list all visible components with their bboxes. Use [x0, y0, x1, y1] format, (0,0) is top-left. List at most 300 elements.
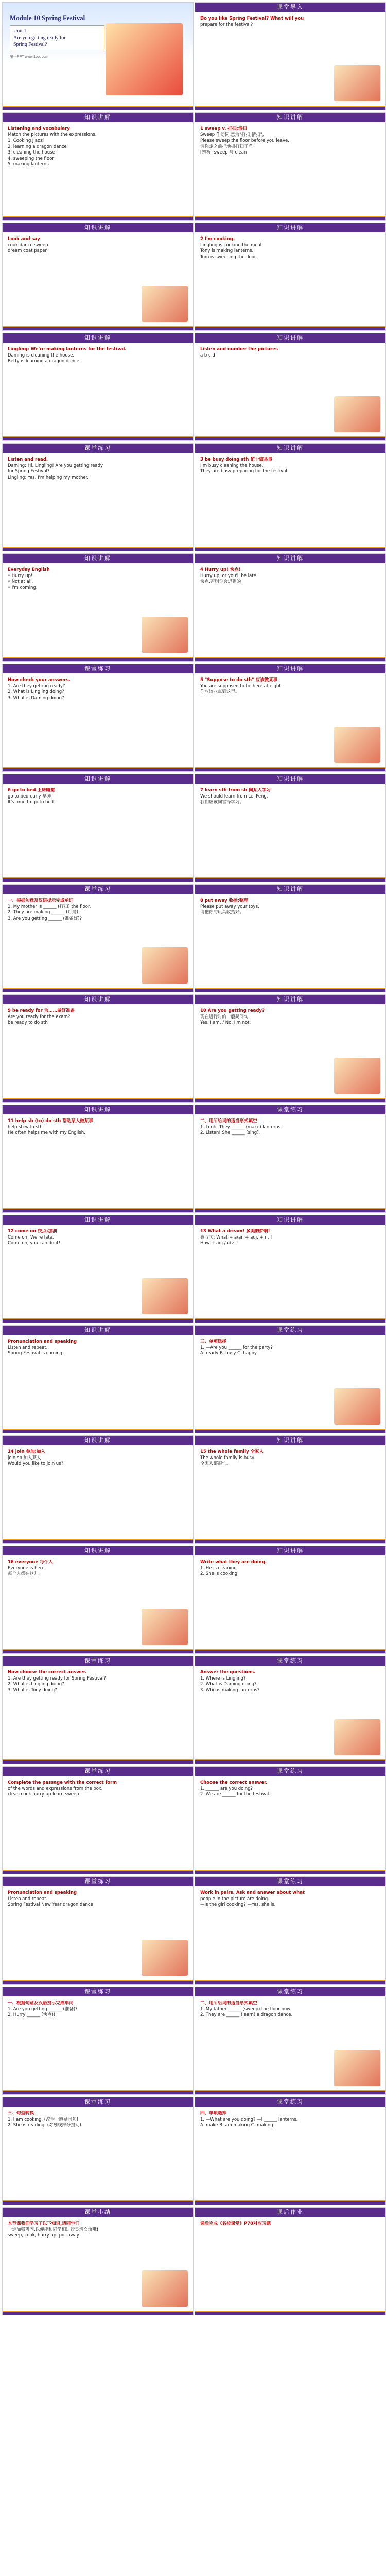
- slide-text-line: 快点,否则你会迟到的。: [200, 579, 245, 584]
- slide-text-line: be ready to do sth: [8, 1020, 48, 1025]
- slide-text-line: people in the picture are doing.: [200, 1896, 269, 1902]
- slide-text-line: 15 the whole family 全家人: [200, 1449, 264, 1454]
- slide-text-line: prepare for the festival?: [200, 22, 253, 27]
- slide-body: [8, 1008, 188, 1095]
- slide-body: [200, 788, 380, 874]
- slide-text-line: —Is the girl cooking? —Yes, she is.: [200, 1902, 276, 1907]
- slide-text-line: Sweep 作动词,意为"打扫;清扫",: [200, 132, 264, 138]
- footer-stripe: [195, 1429, 385, 1430]
- slide-text-line: It's time to go to bed.: [8, 800, 55, 805]
- slide: [2, 2207, 194, 2315]
- slide-footer: [3, 877, 193, 882]
- slide-header: 知识讲解: [195, 995, 385, 1004]
- slide: [2, 1105, 194, 1213]
- slide-text-line: 2. What is Daming doing?: [200, 1682, 257, 1687]
- slide-header: 课堂练习: [3, 444, 193, 453]
- footer-stripe: [195, 657, 385, 658]
- slide-header: 知识讲解: [195, 333, 385, 343]
- slide-text-line: 1. I am cooking. (改为一般疑问句): [8, 2116, 78, 2122]
- slide-body: [200, 1229, 380, 1315]
- slide-text-line: 1. Where is Lingling?: [200, 1675, 246, 1681]
- slide-illustration: [334, 727, 380, 763]
- slide: [2, 1215, 194, 1323]
- slide: [195, 774, 386, 882]
- slide: [2, 774, 194, 882]
- slide-header: 知识讲解: [195, 1546, 385, 1555]
- slide-footer: [195, 1539, 385, 1543]
- slide-footer: [195, 1429, 385, 1433]
- slide-text-line: 2. Hurry ______ (快点)!: [8, 2012, 56, 2018]
- slide-text-line: 2. Listen! She ______ (sing).: [200, 1130, 260, 1136]
- slide-text-line: 感叹句: What + a/an + adj. + n. !: [200, 1234, 272, 1240]
- slide: [2, 1766, 194, 1874]
- slide-header: 知识讲解: [195, 223, 385, 232]
- slide-illustration: [334, 396, 380, 432]
- unit-line: Are you getting ready for: [13, 35, 66, 41]
- slide-text-line: 9 be ready for 为……做好准备: [8, 1008, 75, 1013]
- slide-body: [8, 2111, 188, 2197]
- footer-stripe: [3, 1098, 193, 1099]
- slide-text-line: clean cook hurry up learn sweep: [8, 1792, 79, 1797]
- slide-header: 课堂练习: [3, 1767, 193, 1776]
- festival-image: [106, 23, 183, 95]
- slide-text-line: cook dance sweep: [8, 242, 48, 248]
- slide: [195, 1766, 386, 1874]
- slide: [195, 1546, 386, 1654]
- slide-text-line: 2. What is Lingling doing?: [8, 1682, 64, 1687]
- slide-header: 知识讲解: [3, 1105, 193, 1114]
- slide-illustration: [142, 286, 188, 322]
- slide-text-line: 我们应该向雷锋学习。: [200, 800, 244, 805]
- slide-text-line: I'm busy cleaning the house.: [200, 463, 264, 468]
- slide: [195, 2, 386, 110]
- slide-text-line: go to bed early 早睡: [8, 793, 51, 799]
- slide-footer: [3, 1318, 193, 1323]
- footer-stripe: [3, 1759, 193, 1760]
- slide-footer: [195, 1759, 385, 1764]
- footer-stripe: [195, 1649, 385, 1650]
- slide-illustration: [142, 617, 188, 653]
- slide-footer: [3, 988, 193, 992]
- slide-text-line: 三、单项选择: [200, 1339, 227, 1344]
- slide-footer: [3, 1759, 193, 1764]
- footer-stripe: [195, 1870, 385, 1871]
- footer-stripe: [3, 1318, 193, 1319]
- footer-stripe: [195, 1759, 385, 1760]
- slide-text-line: Spring Festival New Year dragon dance: [8, 1902, 93, 1907]
- slide-header: 知识讲解: [195, 664, 385, 673]
- slide-text-line: join sb 加入某人: [8, 1455, 41, 1461]
- slide: [195, 884, 386, 992]
- slide-header: 知识讲解: [3, 554, 193, 563]
- slide-header: 课堂练习: [195, 1767, 385, 1776]
- slide-text-line: 6 go to bed 上床睡觉: [8, 788, 55, 793]
- footer-stripe: [3, 1870, 193, 1871]
- slide-header: 课堂练习: [3, 2097, 193, 2107]
- slide-body: [200, 1560, 380, 1646]
- slide-body: [8, 457, 188, 544]
- slide-header: 知识讲解: [195, 554, 385, 563]
- slide-text-line: 课后完成《名校课堂》P70对应习题: [200, 2221, 271, 2226]
- slide-footer: [195, 436, 385, 440]
- slide-text-line: We should learn from Lei Feng.: [200, 793, 268, 799]
- slide-header: 知识讲解: [3, 995, 193, 1004]
- slide-header: 课堂导入: [195, 3, 385, 12]
- footer-stripe: [195, 767, 385, 768]
- slide-body: [200, 898, 380, 985]
- unit-title-box: [10, 25, 104, 50]
- slide-illustration: [142, 2270, 188, 2307]
- slide-footer: [195, 2200, 385, 2205]
- slide: [195, 443, 386, 551]
- slide-illustration: [334, 1719, 380, 1755]
- footer-stripe: [3, 1980, 193, 1981]
- slide-text-line: Now check your answers.: [8, 677, 71, 683]
- slide-text-line: 14 join 参加;加入: [8, 1449, 45, 1454]
- slide-header: 知识讲解: [195, 1215, 385, 1225]
- footer-stripe: [3, 547, 193, 548]
- slide-footer: [3, 1208, 193, 1212]
- slide: [195, 664, 386, 772]
- footer-stripe: [195, 877, 385, 878]
- slide-body: [8, 1780, 188, 1867]
- slide-text-line: 3. cleaning the house: [8, 150, 55, 155]
- slide-header: 知识讲解: [195, 113, 385, 122]
- slide-body: [8, 1670, 188, 1756]
- slide-text-line: 1. Are they getting ready?: [8, 683, 65, 689]
- slide-body: [8, 1118, 188, 1205]
- slide-text-line: Everyday English: [8, 567, 50, 572]
- slide-text-line: 13 What a dream! 多美的梦啊!: [200, 1229, 270, 1234]
- slide-text-line: Spring Festival is coming.: [8, 1351, 64, 1356]
- slide-body: [8, 788, 188, 874]
- slide: [2, 1546, 194, 1654]
- slide-text-line: of the words and expressions from the box.: [8, 1786, 103, 1791]
- slide-body: [200, 236, 380, 323]
- slide-text-line: 二、用所给词的适当形式填空: [200, 2001, 257, 2006]
- slide-text-line: 二、用所给词的适当形式填空: [200, 1118, 257, 1124]
- footer-stripe: [3, 1649, 193, 1650]
- slide-text-line: He often helps me with my English.: [8, 1130, 85, 1136]
- slide-text-line: 2. We are ______ for the festival.: [200, 1792, 270, 1797]
- slide-text-line: 1. —What are you doing? —I ______ lanterns.: [200, 2116, 298, 2122]
- slide-header: 课堂练习: [195, 1987, 385, 1996]
- source-text: 第一PPT www.1ppt.com: [10, 55, 48, 59]
- slide: [2, 2097, 194, 2205]
- slide-footer: [3, 1649, 193, 1653]
- slide-footer: [3, 547, 193, 551]
- slide-header: 知识讲解: [3, 223, 193, 232]
- slide-text-line: 10 Are you getting ready?: [200, 1008, 265, 1013]
- footer-stripe: [195, 1318, 385, 1319]
- slide: [195, 1105, 386, 1213]
- slide-text-line: Now choose the correct answer.: [8, 1670, 86, 1675]
- slide-body: [8, 677, 188, 764]
- slide-text-line: Lingling: We're making lanterns for the festival.: [8, 347, 127, 352]
- slide-body: [200, 1449, 380, 1536]
- slide-text-line: Yes, I am. / No, I'm not.: [200, 1020, 251, 1025]
- slide-text-line: 2. What is Lingling doing?: [8, 689, 64, 694]
- slide: [195, 1435, 386, 1544]
- footer-stripe: [3, 2090, 193, 2091]
- slide: [195, 333, 386, 441]
- footer-stripe: [3, 1429, 193, 1430]
- slide-footer: [195, 106, 385, 110]
- slide-header: 知识讲解: [3, 774, 193, 784]
- slide-text-line: The whole family is busy.: [200, 1455, 255, 1461]
- slide-footer: [195, 1980, 385, 1984]
- slide-illustration: [142, 947, 188, 984]
- slide-text-line: 12 come on 快点;加油: [8, 1229, 57, 1234]
- slide-footer: [195, 877, 385, 882]
- slide-footer: [3, 1539, 193, 1543]
- slide-text-line: • Hurry up!: [8, 573, 33, 579]
- footer-stripe: [195, 1208, 385, 1209]
- slide-body: [8, 126, 188, 213]
- slide-text-line: a b c d: [200, 352, 215, 358]
- slide-text-line: Lingling: Yes, I'm helping my mother.: [8, 474, 89, 480]
- slide: [2, 994, 194, 1103]
- slide-text-line: 你应该八点到这里。: [200, 689, 240, 694]
- slide: [195, 1987, 386, 2095]
- slide-header: 课堂练习: [3, 1987, 193, 1996]
- slide: [195, 223, 386, 331]
- footer-stripe: [3, 657, 193, 658]
- slide-footer: [3, 657, 193, 661]
- slide-text-line: 2. learning a dragon dance: [8, 144, 67, 149]
- footer-stripe: [195, 2311, 385, 2312]
- slide-text-line: Would you like to join us?: [8, 1461, 64, 1466]
- slide-text-line: 全家人都很忙。: [200, 1461, 231, 1466]
- slide: [2, 1325, 194, 1433]
- slide-text-line: Answer the questions.: [200, 1670, 256, 1675]
- slide-text-line: 2. She is cooking.: [200, 1571, 239, 1577]
- slide-text-line: Listen and read.: [8, 457, 48, 462]
- slide: [195, 1876, 386, 1985]
- slide-illustration: [142, 1940, 188, 1976]
- slide-text-line: 3. Who is making lanterns?: [200, 1687, 260, 1693]
- slide-text-line: Tom is sweeping the floor.: [200, 254, 257, 260]
- slide-footer: [195, 988, 385, 992]
- slide: [2, 112, 194, 221]
- slide-header: 知识讲解: [3, 1546, 193, 1555]
- slide-header: 知识讲解: [3, 113, 193, 122]
- slide-text-line: Write what they are doing.: [200, 1560, 267, 1565]
- slide-footer: [195, 1208, 385, 1212]
- slide-text-line: A. ready B. busy C. happy: [200, 1351, 257, 1356]
- slide-text-line: 1. Are they getting ready for Spring Festival?: [8, 1675, 106, 1681]
- slide-text-line: Daming: Hi, Lingling! Are you getting ready: [8, 463, 103, 468]
- slide: [2, 1987, 194, 2095]
- slide-footer: [3, 216, 193, 220]
- slide-illustration: [142, 1278, 188, 1314]
- slide: [195, 2097, 386, 2205]
- slide: [2, 1656, 194, 1764]
- slide-footer: [195, 1870, 385, 1874]
- slide-header: 知识讲解: [3, 1436, 193, 1445]
- slide-illustration: [142, 1609, 188, 1645]
- slide-header: 知识讲解: [3, 333, 193, 343]
- slide: [195, 1656, 386, 1764]
- slide: [2, 553, 194, 662]
- footer-stripe: [3, 988, 193, 989]
- unit-line: Spring Festival?: [13, 42, 47, 47]
- slide-header: 知识讲解: [195, 444, 385, 453]
- slide-body: [8, 2001, 188, 2087]
- slide-text-line: Listen and number the pictures: [200, 347, 278, 352]
- slide-body: [8, 1449, 188, 1536]
- slide-text-line: Come on, you can do it!: [8, 1241, 61, 1246]
- slide-illustration: [334, 1058, 380, 1094]
- slide-text-line: 4 Hurry up! 快点!: [200, 567, 241, 572]
- slide-header: 课堂练习: [195, 1877, 385, 1886]
- slide-header: 课堂练习: [3, 664, 193, 673]
- slide-illustration: [334, 1388, 380, 1425]
- slide-text-line: 8 put away 收拾;整理: [200, 898, 248, 903]
- slide-text-line: 11 help sb (to) do sth 帮助某人做某事: [8, 1118, 93, 1124]
- slide-footer: [3, 106, 193, 110]
- slide-text-line: 1. Are you getting ______ (准备)?: [8, 2006, 78, 2012]
- slide-footer: [3, 1980, 193, 1984]
- footer-stripe: [195, 988, 385, 989]
- slide-text-line: • I'm coming.: [8, 585, 38, 590]
- slide-text-line: 2 I'm cooking.: [200, 236, 235, 242]
- slide-footer: [195, 326, 385, 330]
- slide-footer: [3, 1429, 193, 1433]
- slide-body: [8, 1339, 188, 1426]
- slide-header: 课堂练习: [195, 1326, 385, 1335]
- slide: [2, 884, 194, 992]
- slide: [2, 1876, 194, 1985]
- slide: [195, 112, 386, 221]
- slide-header: 课堂练习: [195, 2097, 385, 2107]
- slide: [195, 1325, 386, 1433]
- slide-text-line: 四、单项选择: [200, 2111, 227, 2116]
- slide-text-line: Listen and repeat.: [8, 1345, 48, 1350]
- footer-stripe: [195, 216, 385, 217]
- slide-footer: [195, 767, 385, 771]
- slide-text-line: Choose the correct answer.: [200, 1780, 268, 1785]
- slide-footer: [195, 1098, 385, 1102]
- slide-text-line: 每个人都在这儿。: [8, 1571, 43, 1577]
- slide-illustration: [334, 2050, 380, 2086]
- slide-text-line: 一、根据句意及汉语提示完成单词: [8, 898, 74, 903]
- slide-text-line: Look and say: [8, 236, 40, 242]
- slide-text-line: 2. She is reading. (对划线部分提问): [8, 2123, 81, 2128]
- title-slide: [2, 2, 194, 110]
- slide-text-line: 3. What is Tony doing?: [8, 1687, 57, 1693]
- slide-body: [200, 567, 380, 654]
- slide-text-line: [辨析] sweep 与 clean: [200, 150, 247, 155]
- footer-stripe: [195, 326, 385, 327]
- slide-header: 课堂练习: [3, 1656, 193, 1666]
- slide-text-line: Lingling is cooking the meal.: [200, 242, 263, 248]
- footer-stripe: [3, 2311, 193, 2312]
- slide-header: 课后作业: [195, 2208, 385, 2217]
- slide: [195, 1215, 386, 1323]
- slide-footer: [3, 326, 193, 330]
- footer-stripe: [195, 2200, 385, 2201]
- footer-stripe: [195, 2090, 385, 2091]
- slide: [2, 443, 194, 551]
- slide: [2, 223, 194, 331]
- slide-text-line: 本节课我们学习了以下知识,请同学们: [8, 2221, 80, 2226]
- slide-text-line: Match the pictures with the expressions.: [8, 132, 97, 138]
- slide-text-line: 7 learn sth from sb 向某人学习: [200, 788, 271, 793]
- slide-text-line: • Not at all.: [8, 579, 33, 584]
- slide-text-line: 1. My father ______ (sweep) the floor now.: [200, 2006, 292, 2012]
- slide-text-line: 1. ______ are you doing?: [200, 1786, 253, 1791]
- slide: [195, 553, 386, 662]
- footer-stripe: [3, 326, 193, 327]
- slide-text-line: help sb with sth: [8, 1124, 43, 1130]
- slide-body: [200, 2221, 380, 2308]
- slide-text-line: Tony is making lanterns.: [200, 248, 254, 253]
- slide-text-line: Listening and vocabulary: [8, 126, 70, 131]
- slide-text-line: 1. Look! They ______ (make) lanterns.: [200, 1124, 282, 1130]
- slide-footer: [3, 767, 193, 771]
- slide-text-line: 2. They are making ______ (灯笼).: [8, 910, 80, 915]
- footer-stripe: [195, 1098, 385, 1099]
- slide: [195, 994, 386, 1103]
- slide-text-line: 1. Cooking Jiaozi: [8, 138, 44, 143]
- slide-text-line: Are you ready for the exam?: [8, 1014, 71, 1020]
- slide-body: [200, 126, 380, 213]
- slide: [2, 333, 194, 441]
- slide-footer: [195, 2311, 385, 2315]
- footer-stripe: [195, 106, 385, 107]
- slide-text-line: 一、根据句意及汉语提示完成单词: [8, 2001, 74, 2006]
- slide-header: 知识讲解: [195, 885, 385, 894]
- footer-stripe: [3, 436, 193, 437]
- footer-stripe: [195, 1539, 385, 1540]
- slide-header: 知识讲解: [195, 1436, 385, 1445]
- slide-footer: [195, 657, 385, 661]
- slide-text-line: 1 sweep v. 打扫;清扫: [200, 126, 247, 131]
- slide-text-line: 2. They are ______ (learn) a dragon dance.: [200, 2012, 293, 2018]
- slide-text-line: Pronunciation and speaking: [8, 1339, 77, 1344]
- slide-text-line: Please put away your toys.: [200, 904, 259, 909]
- slide-text-line: 请你走之前把地板打扫干净。: [200, 144, 257, 149]
- slide-text-line: Please sweep the floor before you leave.: [200, 138, 289, 143]
- slide-footer: [3, 2200, 193, 2205]
- slide-footer: [195, 2090, 385, 2094]
- slide-illustration: [334, 65, 380, 101]
- slide-header: 知识讲解: [195, 774, 385, 784]
- slide-text-line: A. make B. am making C. making: [200, 2123, 273, 2128]
- footer-stripe: [195, 1980, 385, 1981]
- slide: [2, 664, 194, 772]
- footer-stripe: [3, 767, 193, 768]
- footer-stripe: [3, 1208, 193, 1209]
- slide-text-line: 5 "Suppose to do sth" 应该做某事: [200, 677, 278, 683]
- slide-body: [8, 347, 188, 433]
- slide-text-line: 16 everyone 每个人: [8, 1560, 53, 1565]
- slide-text-line: Hurry up, or you'll be late.: [200, 573, 258, 579]
- slide-footer: [195, 547, 385, 551]
- slide-text-line: 5. making lanterns: [8, 162, 49, 167]
- slide-footer: [195, 216, 385, 220]
- slide-body: [200, 457, 380, 544]
- slide-text-line: You are supposed to be here at eight.: [200, 683, 283, 689]
- slide-body: [200, 1118, 380, 1205]
- slide-header: 知识讲解: [3, 1326, 193, 1335]
- slide-header: 课堂小结: [3, 2208, 193, 2217]
- slide-text-line: 1. My mother is ______ (打扫) the floor.: [8, 904, 91, 909]
- slide-text-line: They are busy preparing for the festival.: [200, 469, 289, 474]
- slide-text-line: 一定加强巩固,以便能和同学们进行灵活交流哦!: [8, 2227, 99, 2232]
- slide-footer: [195, 1649, 385, 1653]
